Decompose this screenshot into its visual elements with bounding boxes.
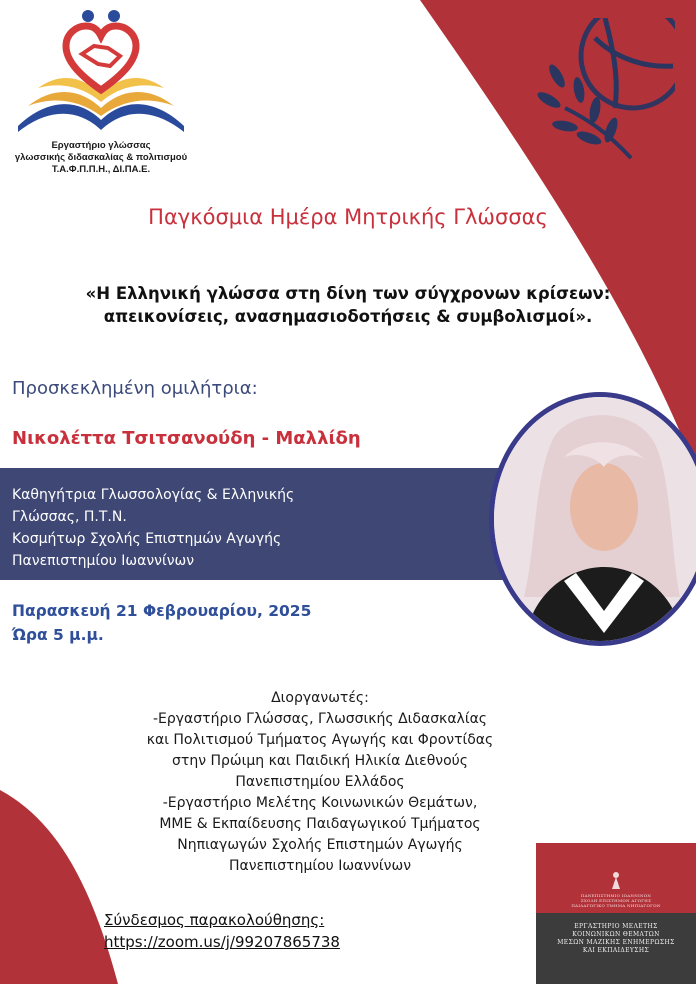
speaker-name: Νικολέττα Τσιτσανούδη - Μαλλίδη bbox=[12, 428, 361, 449]
logo-line-2: γλωσσικής διδασκαλίας & πολιτισμού bbox=[14, 152, 188, 163]
lab-card-top-line-1: ΠΑΝΕΠΙΣΤΗΜΙΟ ΙΩΑΝΝΙΝΩΝ bbox=[580, 893, 652, 898]
role-line-4: Πανεπιστημίου Ιωαννίνων bbox=[12, 553, 195, 569]
logo-heart-book-icon bbox=[8, 8, 194, 140]
lab-card-line-3: ΜΕΣΩΝ ΜΑΖΙΚΗΣ ΕΝΗΜΕΡΩΣΗΣ bbox=[557, 939, 675, 946]
organizer-line: ΜΜΕ & Εκπαίδευσης Παιδαγωγικού Τμήματος bbox=[159, 816, 481, 832]
lab-logo bbox=[8, 8, 194, 178]
logo-line-1: Εργαστήριο γλώσσας bbox=[51, 140, 151, 151]
event-date: Παρασκευή 21 Φεβρουαρίου, 2025 bbox=[12, 602, 312, 620]
speaker-photo bbox=[489, 392, 696, 646]
media-lab-logo-card bbox=[536, 843, 696, 984]
stream-link-label: Σύνδεσμος παρακολούθησης: bbox=[104, 911, 325, 929]
organizer-line: Νηπιαγωγών Σχολής Επιστημών Αγωγής bbox=[177, 837, 463, 853]
event-subtitle bbox=[30, 282, 666, 328]
organizer-line: -Εργαστήριο Μελέτης Κοινωνικών Θεμάτων, bbox=[162, 795, 478, 811]
organizer-line: Πανεπιστημίου Ελλάδος bbox=[235, 774, 405, 790]
role-line-2: Γλώσσας, Π.Τ.Ν. bbox=[12, 509, 127, 525]
subtitle-line-1: «Η Ελληνική γλώσσα στη δίνη των σύγχρονων κρίσεων: bbox=[85, 284, 611, 303]
event-title: Παγκόσμια Ημέρα Μητρικής Γλώσσας bbox=[148, 205, 548, 229]
organizer-line: Πανεπιστημίου Ιωαννίνων bbox=[228, 858, 412, 874]
speaker-portrait-icon bbox=[494, 397, 696, 641]
subtitle-line-2: απεικονίσεις, ανασημασιοδοτήσεις & συμβολισμοί». bbox=[103, 307, 593, 326]
organizers-label: Διοργανωτές: bbox=[271, 690, 369, 706]
globe-olive-emblem-icon bbox=[535, 18, 675, 163]
organizer-line: και Πολιτισμού Τμήματος Αγωγής και Φροντίδας bbox=[146, 732, 494, 748]
lab-card-top-line-3: ΠΑΙΔΑΓΩΓΙΚΟ ΤΜΗΜΑ ΝΗΠΙΑΓΩΓΩΝ bbox=[571, 903, 661, 908]
lab-emblem-icon bbox=[536, 843, 696, 893]
speaker-role bbox=[12, 484, 392, 572]
organizer-line: στην Πρώιμη και Παιδική Ηλικία Διεθνούς bbox=[172, 753, 468, 769]
event-schedule bbox=[12, 599, 311, 647]
organizers-block bbox=[40, 688, 600, 877]
lab-card-line-4: ΚΑΙ ΕΚΠΑΙΔΕΥΣΗΣ bbox=[582, 947, 650, 954]
lab-card-line-2: ΚΟΙΝΩΝΙΚΩΝ ΘΕΜΑΤΩΝ bbox=[572, 931, 660, 938]
invited-speaker-label: Προσκεκλημένη ομιλήτρια: bbox=[12, 378, 258, 399]
organizer-line: -Εργαστήριο Γλώσσας, Γλωσσικής Διδασκαλίας bbox=[152, 711, 488, 727]
lab-card-line-1: ΕΡΓΑΣΤΗΡΙΟ ΜΕΛΕΤΗΣ bbox=[574, 923, 658, 930]
zoom-link[interactable]: https://zoom.us/j/99207865738 bbox=[104, 933, 340, 951]
lab-card-top-line-2: ΣΧΟΛΗ ΕΠΙΣΤΗΜΩΝ ΑΓΩΓΗΣ bbox=[580, 898, 652, 903]
logo-line-3: Τ.Α.Φ.Π.Π.Η., ΔΙ.ΠΑ.Ε. bbox=[51, 164, 151, 175]
role-line-3: Κοσμήτωρ Σχολής Επιστημών Αγωγής bbox=[12, 531, 282, 547]
role-line-1: Καθηγήτρια Γλωσσολογίας & Ελληνικής bbox=[12, 487, 295, 503]
event-time: Ώρα 5 μ.μ. bbox=[12, 626, 104, 644]
